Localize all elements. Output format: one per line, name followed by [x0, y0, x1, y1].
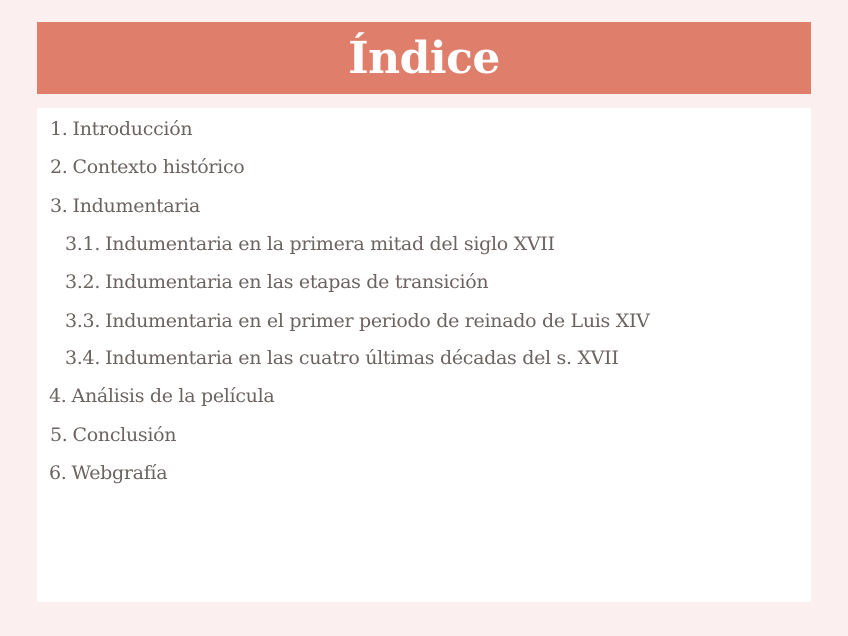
- toc-number: 2.: [50, 156, 68, 178]
- toc-label: Indumentaria en la primera mitad del siglo XVII: [105, 233, 555, 255]
- toc-number: 4.: [49, 385, 67, 407]
- toc-item-3-1: [65, 232, 555, 256]
- toc-number: 3.: [50, 195, 68, 217]
- toc-number: 3.3.: [65, 310, 101, 332]
- toc-item-indumentaria: [50, 194, 200, 218]
- toc-number: 3.2.: [65, 271, 101, 293]
- toc-item-conclusion: [50, 423, 176, 447]
- toc-number: 6.: [49, 462, 67, 484]
- toc-number: 1.: [50, 118, 68, 140]
- title-banner: [37, 22, 811, 94]
- page-title: Índice: [348, 33, 500, 84]
- toc-panel: [37, 108, 811, 602]
- toc-item-contexto: [50, 155, 244, 179]
- toc-label: Introducción: [72, 118, 193, 140]
- toc-item-3-2: [65, 270, 488, 294]
- toc-label: Webgrafía: [71, 462, 168, 484]
- toc-item-webgrafia: [49, 461, 167, 485]
- toc-item-3-3: [65, 309, 650, 333]
- toc-label: Indumentaria en el primer periodo de reinado de Luis XIV: [105, 310, 650, 332]
- toc-item-3-4: [65, 346, 619, 370]
- toc-number: 5.: [50, 424, 68, 446]
- toc-label: Indumentaria en las etapas de transición: [105, 271, 489, 293]
- toc-label: Contexto histórico: [72, 156, 245, 178]
- toc-label: Indumentaria: [72, 195, 201, 217]
- toc-label: Indumentaria en las cuatro últimas décadas del s. XVII: [105, 347, 619, 369]
- toc-number: 3.4.: [65, 347, 101, 369]
- toc-label: Conclusión: [72, 424, 177, 446]
- toc-number: 3.1.: [65, 233, 101, 255]
- toc-item-analisis: [49, 384, 274, 408]
- toc-label: Análisis de la película: [71, 385, 275, 407]
- toc-item-introduccion: [50, 117, 192, 141]
